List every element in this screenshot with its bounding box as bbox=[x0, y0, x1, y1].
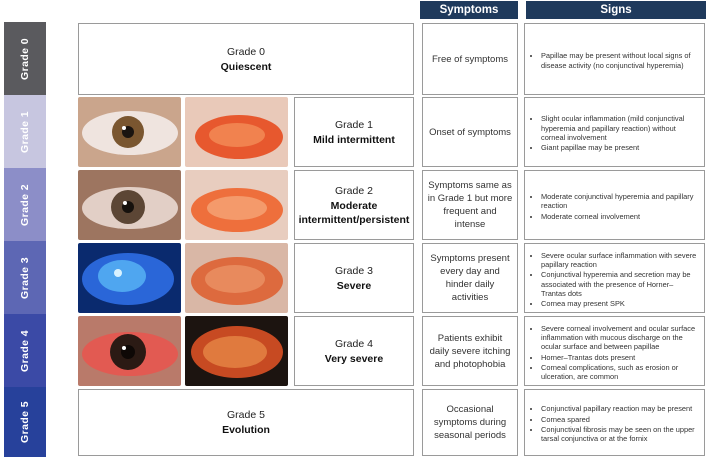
grade-5-name: Evolution bbox=[222, 424, 270, 436]
grade-4-eyelid-photo bbox=[185, 316, 288, 386]
grade-1-sign-item: • Slight ocular inflammation (mild conjunctival hyperemia and papillary reaction) without corneal involvement bbox=[541, 114, 698, 142]
grade-2-symptoms bbox=[422, 170, 518, 240]
grade-3-eye-photo bbox=[78, 243, 181, 313]
grade-3-symptoms-text: Symptoms present every day and hinder daily activities bbox=[430, 253, 510, 303]
grade-3-name: Severe bbox=[336, 279, 372, 292]
grade-1-title-box bbox=[294, 97, 414, 167]
grade-5-number: Grade 5 bbox=[227, 409, 265, 421]
grade-1-name: Mild intermittent bbox=[313, 133, 395, 146]
grade-2-sign-item: • Moderate conjunctival hyperemia and papillary reaction bbox=[541, 192, 698, 211]
grade-0-number: Grade 0 bbox=[227, 45, 265, 58]
grade-1-sign-item: • Giant papillae may be present bbox=[541, 143, 698, 152]
grade-2-name: Moderate intermittent/persistent bbox=[298, 199, 410, 226]
grade-3-number: Grade 3 bbox=[335, 264, 373, 277]
grade-5-symptoms-text: Occasional symptoms during seasonal periods bbox=[433, 404, 507, 441]
grade-0-bar bbox=[4, 22, 46, 95]
grade-2-sign-item: • Moderate corneal involvement bbox=[541, 212, 698, 221]
grade-2-eye-photo bbox=[78, 170, 181, 240]
grade-5-bar-label: Grade 5 bbox=[19, 401, 31, 443]
grade-5-sign-item: • Cornea spared bbox=[541, 415, 698, 424]
signs-header: Signs bbox=[526, 1, 706, 19]
grade-1-signs bbox=[524, 97, 705, 167]
grade-2-symptoms-text: Symptoms same as in Grade 1 but more frequent and intense bbox=[427, 180, 513, 230]
grade-0-bar-label: Grade 0 bbox=[19, 37, 31, 80]
grade-4-sign-item: • Corneal complications, such as erosion or ulceration, are common bbox=[541, 363, 698, 382]
grade-3-bar bbox=[4, 241, 46, 314]
grade-3-signs bbox=[524, 243, 705, 313]
grade-5-title-box bbox=[78, 389, 414, 456]
grade-1-bar-label: Grade 1 bbox=[19, 110, 31, 153]
grade-2-number: Grade 2 bbox=[335, 184, 373, 197]
grade-3-sign-item: • Severe ocular surface inflammation with severe papillary reaction bbox=[541, 251, 698, 270]
grade-2-signs bbox=[524, 170, 705, 240]
grade-5-signs bbox=[524, 389, 705, 456]
grade-0-symptoms-text: Free of symptoms bbox=[431, 53, 509, 65]
grade-4-name: Very severe bbox=[324, 352, 384, 365]
grade-4-eye-photo bbox=[78, 316, 181, 386]
grade-3-sign-item: • Cornea may present SPK bbox=[541, 299, 698, 308]
grade-5-symptoms bbox=[422, 389, 518, 456]
grade-1-eyelid-photo bbox=[185, 97, 288, 167]
grade-0-signs bbox=[524, 23, 705, 95]
grade-1-bar bbox=[4, 95, 46, 168]
grade-4-symptoms bbox=[422, 316, 518, 386]
grade-4-bar-label: Grade 4 bbox=[19, 329, 31, 372]
grade-1-number: Grade 1 bbox=[335, 118, 373, 131]
grade-2-title-box bbox=[294, 170, 414, 240]
grade-4-number: Grade 4 bbox=[335, 337, 373, 350]
grade-3-title-box bbox=[294, 243, 414, 313]
grade-3-eyelid-photo bbox=[185, 243, 288, 313]
grade-3-sign-item: • Conjunctival hyperemia and secretion may be associated with the presence of Horner–Trantas dots bbox=[541, 270, 698, 298]
symptoms-header: Symptoms bbox=[420, 1, 518, 19]
grade-2-eyelid-photo bbox=[185, 170, 288, 240]
grade-4-title-box bbox=[294, 316, 414, 386]
grade-5-sign-item: • Conjunctival papillary reaction may be present bbox=[541, 404, 698, 413]
grade-1-symptoms bbox=[422, 97, 518, 167]
grade-1-eye-photo bbox=[78, 97, 181, 167]
grade-4-sign-item: • Severe corneal involvement and ocular surface inflammation with mucous discharge on the ocular surface and between papillae bbox=[541, 324, 698, 352]
grade-4-sign-item: • Horner–Trantas dots present bbox=[541, 353, 698, 362]
grade-3-bar-label: Grade 3 bbox=[19, 256, 31, 299]
grade-4-signs bbox=[524, 316, 705, 386]
grade-4-symptoms-text: Patients exhibit daily severe itching and photophobia bbox=[429, 332, 511, 370]
grade-5-sign-item: • Conjunctival fibrosis may be seen on the upper tarsal conjunctiva or at the fornix bbox=[541, 425, 698, 444]
grade-0-sign-item: • Papillae may be present without local signs of disease activity (no conjunctival hyperemia) bbox=[541, 51, 698, 70]
grade-1-symptoms-text: Onset of symptoms bbox=[429, 126, 511, 138]
grade-3-symptoms bbox=[422, 243, 518, 313]
grade-2-bar-label: Grade 2 bbox=[19, 183, 31, 226]
grade-0-title-box bbox=[78, 23, 414, 95]
grade-0-symptoms bbox=[422, 23, 518, 95]
grade-5-bar bbox=[4, 387, 46, 457]
grade-0-name: Quiescent bbox=[220, 60, 272, 73]
grade-4-bar bbox=[4, 314, 46, 387]
grade-2-bar bbox=[4, 168, 46, 241]
